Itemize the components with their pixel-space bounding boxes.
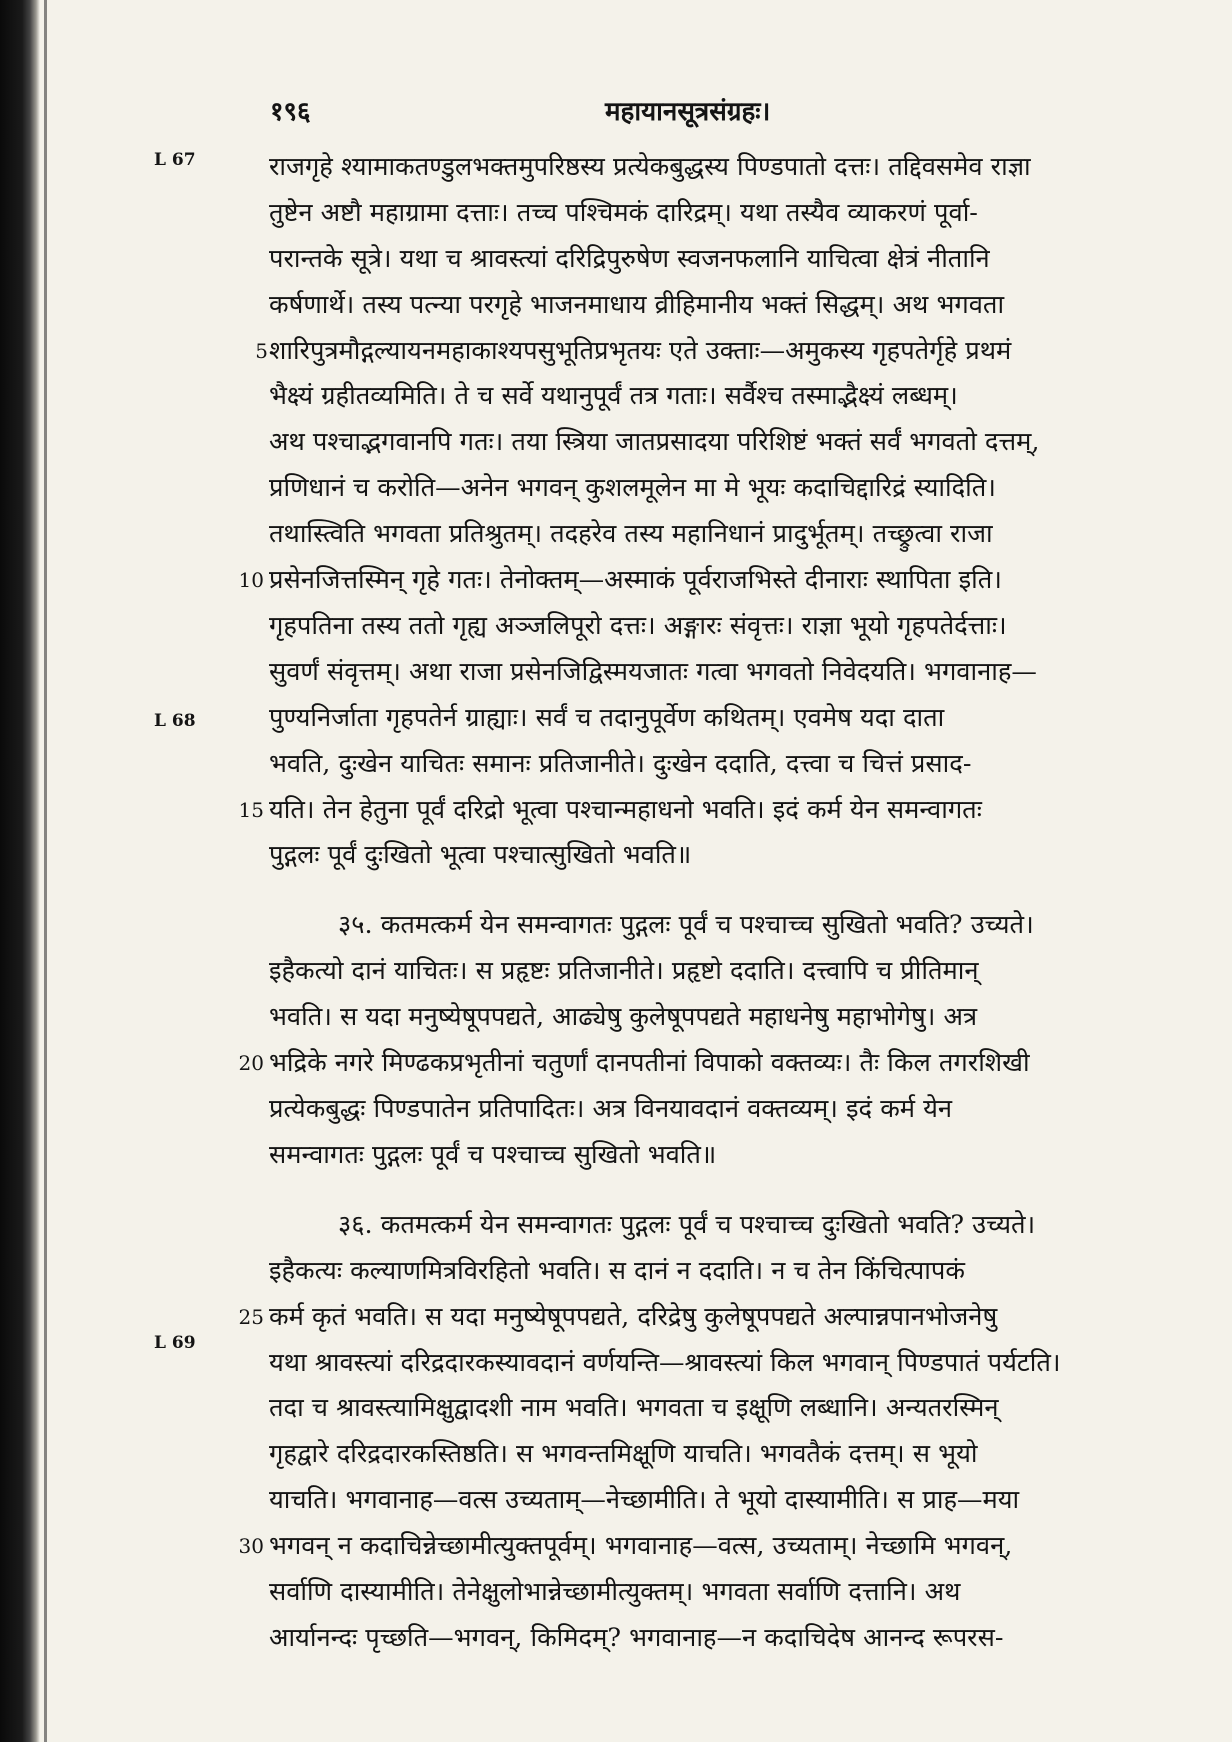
text-line: [0, 1478, 1232, 1522]
line-text: प्रणिधानं च करोति—अनेन भगवन् कुशलमूलेन मा मे भूयः कदाचिद्दारिद्रं स्यादिति।: [269, 473, 996, 503]
text-line: [0, 1616, 1232, 1660]
text-line: [0, 742, 1232, 786]
text-line: [0, 1570, 1232, 1614]
line-text: ३६. कतमत्कर्म येन समन्वागतः पुद्गलः पूर्वं च पश्चाच्च दुःखितो भवति? उच्यते।: [338, 1210, 1036, 1240]
line-number: 10: [238, 568, 264, 592]
margin-marker: L 67: [154, 150, 196, 170]
text-line: [0, 283, 1232, 327]
line-text: भगवन् न कदाचिन्नेच्छामीत्युक्तपूर्वम्। भगवानाह—वत्स, उच्यताम्। नेच्छामि भगवन्,: [269, 1531, 1013, 1561]
text-line: [0, 1133, 1232, 1177]
line-text: यति। तेन हेतुना पूर्वं दरिद्रो भूत्वा पश्चान्महाधनो भवति। इदं कर्म येन समन्वागतः: [269, 795, 982, 825]
line-text: कर्म कृतं भवति। स यदा मनुष्येषूपपद्यते, दरिद्रेषु कुलेषूपपद्यते अल्पान्नपानभोजनेषु: [269, 1302, 998, 1332]
line-text: गृहद्वारे दरिद्रदारकस्तिष्ठति। स भगवन्तमिक्षूणि याचति। भगवतैकं दत्तम्। स भूयो: [269, 1439, 978, 1469]
line-text: राजगृहे श्यामाकतण्डुलभक्तमुपरिष्ठस्य प्रत्येकबुद्धस्य पिण्डपातो दत्तः। तद्दिवसमेव राज्ञा: [269, 152, 1031, 182]
line-text: प्रसेनजित्तस्मिन् गृहे गतः। तेनोक्तम्—अस्माकं पूर्वराजभिस्ते दीनाराः स्थापिता इति।: [269, 565, 1002, 595]
line-text: इहैकत्यो दानं याचितः। स प्रहृष्टः प्रतिजानीते। प्रहृष्टो ददाति। दत्त्वापि च प्रीतिमान्: [269, 956, 979, 986]
text-line: [0, 604, 1232, 648]
text-line: [0, 1341, 1232, 1385]
line-text: ३५. कतमत्कर्म येन समन्वागतः पुद्गलः पूर्वं च पश्चाच्च सुखितो भवति? उच्यते।: [338, 910, 1034, 940]
running-title: महायानसूत्रसंग्रहः।: [605, 97, 771, 127]
line-text: आर्यानन्दः पृच्छति—भगवन्, किमिदम्? भगवानाह—न कदाचिदेष आनन्द रूपरस-: [269, 1623, 1004, 1653]
line-text: परान्तके सूत्रे। यथा च श्रावस्त्यां दरिद्रिपुरुषेण स्वजनफलानि याचित्वा क्षेत्रं नीतानि: [269, 244, 990, 274]
text-line: [0, 145, 1232, 189]
line-text: पुद्गलः पूर्वं दुःखितो भूत्वा पश्चात्सुखितो भवति॥: [269, 840, 692, 870]
text-line: [0, 1432, 1232, 1476]
text-line: [0, 1295, 1232, 1339]
line-text: पुण्यनिर्जाता गृहपतेर्न ग्राह्याः। सर्वं च तदानुपूर्वेण कथितम्। एवमेष यदा दाता: [269, 703, 945, 733]
line-text: भवति। स यदा मनुष्येषूपपद्यते, आढ्येषु कुलेषूपपद्यते महाधनेषु महाभोगेषु। अत्र: [269, 1002, 978, 1032]
line-text: सुवर्णं संवृत्तम्। अथा राजा प्रसेनजिद्विस्मयजातः गत्वा भगवतो निवेदयति। भगवानाह—: [269, 657, 1037, 687]
text-line: [0, 696, 1232, 740]
text-line: [0, 1087, 1232, 1131]
line-number: 25: [238, 1305, 264, 1329]
line-text: याचति। भगवानाह—वत्स उच्यताम्—नेच्छामीति। ते भूयो दास्यामीति। स प्राह—मया: [269, 1485, 1020, 1515]
text-line: [0, 1524, 1232, 1568]
line-text: भद्रिके नगरे मिण्ढकप्रभृतीनां चतुर्णां दानपतीनां विपाको वक्तव्यः। तैः किल तगरशिखी: [269, 1048, 1030, 1078]
line-number: 15: [238, 798, 264, 822]
text-line: [0, 374, 1232, 418]
text-line: [0, 1249, 1232, 1293]
line-text: शारिपुत्रमौद्गल्यायनमहाकाश्यपसुभूतिप्रभृतयः एते उक्ताः—अमुकस्य गृहपतेर्गृहे प्रथमं: [269, 336, 1012, 366]
text-line: [0, 558, 1232, 602]
page-header: [0, 92, 1232, 132]
text-line: [0, 466, 1232, 510]
margin-marker: L 69: [154, 1333, 196, 1353]
line-text: कर्षणार्थे। तस्य पत्न्या परगृहे भाजनमाधाय व्रीहिमानीय भक्तं सिद्धम्। अथ भगवता: [269, 290, 1005, 320]
text-line: [0, 833, 1232, 877]
text-line: [0, 1386, 1232, 1430]
line-number: 30: [238, 1534, 264, 1558]
text-line: [0, 1203, 1232, 1247]
line-number: 5: [255, 339, 268, 363]
line-text: प्रत्येकबुद्धः पिण्डपातेन प्रतिपादितः। अत्र विनयावदानं वक्तव्यम्। इदं कर्म येन: [269, 1094, 953, 1124]
line-text: गृहपतिना तस्य ततो गृह्य अञ्जलिपूरो दत्तः। अङ्गारः संवृत्तः। राज्ञा भूयो गृहपतेर्दत्ताः।: [269, 611, 1007, 641]
line-text: भैक्ष्यं ग्रहीतव्यमिति। ते च सर्वे यथानुपूर्वं तत्र गताः। सर्वैश्च तस्माद्भैक्ष्यं लब्धम्।: [269, 381, 958, 411]
text-line: [0, 237, 1232, 281]
text-line: [0, 788, 1232, 832]
line-text: तदा च श्रावस्त्यामिक्षुद्वादशी नाम भवति। भगवता च इक्षूणि लब्धानि। अन्यतरस्मिन्: [269, 1393, 999, 1423]
text-line: [0, 650, 1232, 694]
line-text: यथा श्रावस्त्यां दरिद्रदारकस्यावदानं वर्णयन्ति—श्रावस्त्यां किल भगवान् पिण्डपातं पर्यटति।: [269, 1348, 1061, 1378]
text-line: [0, 995, 1232, 1039]
text-line: [0, 191, 1232, 235]
line-text: समन्वागतः पुद्गलः पूर्वं च पश्चाच्च सुखितो भवति॥: [269, 1140, 717, 1170]
text-line: [0, 949, 1232, 993]
line-text: अथ पश्चाद्भगवानपि गतः। तया स्त्रिया जातप्रसादया परिशिष्टं भक्तं सर्वं भगवतो दत्तम्,: [269, 427, 1040, 457]
text-line: [0, 512, 1232, 556]
line-text: तथास्त्विति भगवता प्रतिश्रुतम्। तदहरेव तस्य महानिधानं प्रादुर्भूतम्। तच्छ्रुत्वा राजा: [269, 519, 993, 549]
text-line: [0, 420, 1232, 464]
page-number: १९६: [270, 97, 311, 127]
line-number: 20: [238, 1051, 264, 1075]
text-line: [0, 329, 1232, 373]
text-line: [0, 903, 1232, 947]
line-text: भवति, दुःखेन याचितः समानः प्रतिजानीते। दुःखेन ददाति, दत्त्वा च चित्तं प्रसाद-: [269, 749, 972, 779]
text-line: [0, 1041, 1232, 1085]
line-text: सर्वाणि दास्यामीति। तेनेक्षुलोभान्नेच्छामीत्युक्तम्। भगवता सर्वाणि दत्तानि। अथ: [269, 1577, 961, 1607]
margin-marker: L 68: [154, 711, 196, 731]
line-text: इहैकत्यः कल्याणमित्रविरहितो भवति। स दानं न ददाति। न च तेन किंचित्पापकं: [269, 1256, 965, 1286]
line-text: तुष्टेन अष्टौ महाग्रामा दत्ताः। तच्च पश्चिमकं दारिद्रम्। यथा तस्यैव व्याकरणं पूर्वा-: [269, 198, 978, 228]
